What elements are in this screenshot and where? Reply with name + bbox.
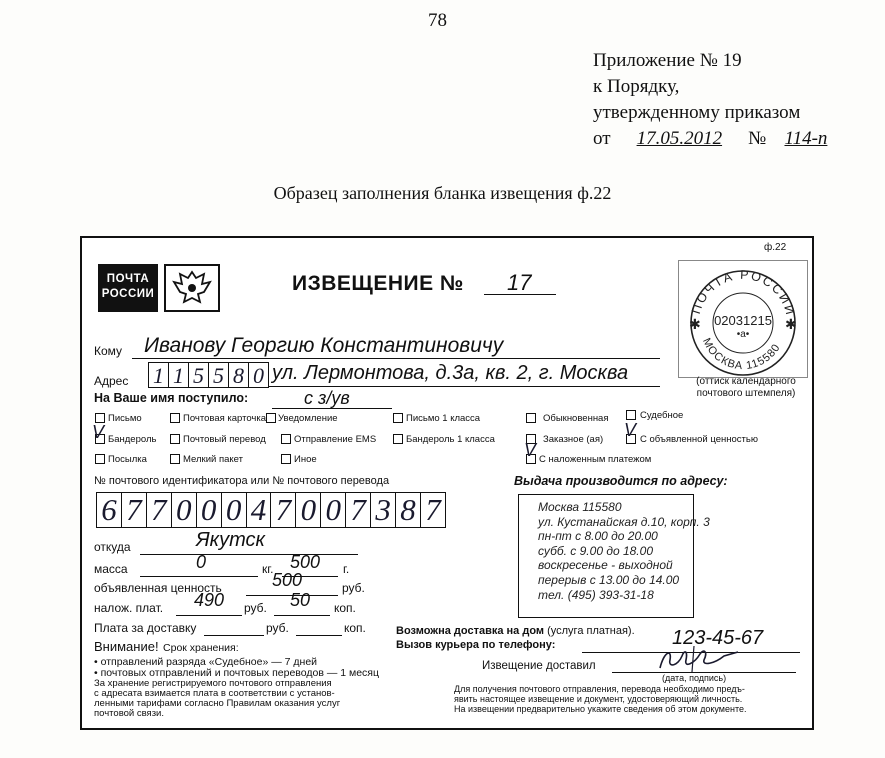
type-letter: Письмо: [108, 413, 142, 424]
type-postcard: Почтовая карточка: [183, 413, 267, 424]
track-label: № почтового идентификатора или № почтового перевода: [94, 475, 390, 487]
checkbox-ems[interactable]: [281, 434, 291, 444]
appendix-line-3: утвержденному приказом: [593, 102, 801, 123]
attention-block: [94, 638, 239, 656]
type-letter-1class: Письмо 1 класса: [406, 413, 481, 424]
type-ems: Отправление EMS: [294, 434, 377, 445]
postcode-digit: 0: [253, 363, 264, 388]
storage-fee-3: ленными тарифами согласно Правилам оказания услуг: [94, 698, 341, 709]
issue-address-line: ул. Кустанайская д.10, корп. 3: [538, 514, 710, 529]
track-digit: 6: [97, 493, 122, 527]
type-package: Посылка: [108, 454, 147, 465]
checkbox-letter-1class[interactable]: [393, 413, 403, 423]
type-parcel-1class: Бандероль 1 класса: [406, 434, 495, 445]
number-label: №: [748, 128, 767, 149]
from-value[interactable]: Якутск: [196, 529, 265, 551]
cod-rub[interactable]: 490: [194, 590, 225, 610]
appendix-line-4: [593, 126, 841, 152]
checkbox-postcard[interactable]: [170, 413, 180, 423]
issue-address-line: пн-пт с 8.00 до 20.00: [538, 529, 658, 544]
delivered-label: Извещение доставил: [482, 660, 596, 672]
stamp-date: 02031215: [714, 313, 772, 328]
cod-kop[interactable]: 50: [290, 590, 311, 610]
received-value[interactable]: с з/ув: [304, 388, 350, 408]
logo-line-1: ПОЧТА: [106, 273, 150, 285]
kg-label: кг.: [262, 562, 274, 576]
storage-bullet-1: • отправлений разряда «Судебное» — 7 дней: [94, 656, 318, 668]
checkbox-ordinary[interactable]: [526, 413, 536, 423]
mass-kg[interactable]: 0: [196, 552, 207, 572]
track-digit: 0: [321, 493, 346, 527]
checkbox-transfer[interactable]: [170, 434, 180, 444]
order-number: 114-п: [784, 128, 828, 149]
track-digit: 8: [396, 493, 421, 527]
home-delivery: [396, 625, 635, 637]
type-ordinary: Обыкновенная: [543, 413, 609, 424]
storage-fee-1: За хранение регистрируемого почтового отправления: [94, 678, 332, 689]
type-notice: Уведомление: [278, 413, 338, 424]
declared-value[interactable]: 500: [272, 570, 303, 590]
track-digit: 4: [247, 493, 272, 527]
track-digit: 7: [346, 493, 371, 527]
issue-address-line: тел. (495) 393-31-18: [538, 587, 654, 602]
cod-rub-line: [176, 615, 242, 616]
page-number: 78: [428, 10, 447, 31]
checkbox-notice[interactable]: [266, 413, 276, 423]
issue-address-line: Москва 115580: [538, 500, 622, 514]
checkbox-parcel-1class[interactable]: [393, 434, 403, 444]
cod-kop-label: коп.: [334, 601, 356, 615]
declared-check-mark: V: [624, 420, 637, 440]
stamp-area: [678, 260, 808, 378]
track-digit: 7: [271, 493, 296, 527]
address-line: [268, 386, 660, 387]
address-label: Адрес: [94, 374, 129, 388]
issue-address-line: субб. с 9.00 до 18.00: [538, 543, 653, 558]
delivery-kop-label: коп.: [344, 621, 366, 635]
declared-rub-label: руб.: [342, 581, 365, 595]
type-small-packet: Мелкий пакет: [183, 454, 243, 465]
courier-phone[interactable]: 123-45-67: [672, 627, 764, 649]
type-declared-value: С объявленной ценностью: [640, 434, 758, 445]
stamp-bottom-text: МОСКВА 115580: [700, 336, 783, 373]
logo-line-2: РОССИИ: [101, 288, 155, 300]
issue-address-line: перерыв с 13.00 до 14.00: [538, 572, 680, 587]
mass-kg-line: [140, 576, 258, 577]
attention-label: Внимание!: [94, 639, 159, 654]
postcode-digit: 5: [209, 363, 229, 387]
mass-g[interactable]: 500: [290, 552, 321, 572]
type-transfer: Почтовый перевод: [183, 434, 266, 445]
appendix-line-2: к Порядку,: [593, 76, 680, 97]
type-other: Иное: [294, 454, 317, 465]
from-label: откуда: [94, 540, 131, 554]
track-digit: 7: [425, 492, 441, 527]
storage-fee-4: почтовой связи.: [94, 708, 165, 719]
footer-note-1: Для получения почтового отправления, перевода необходимо предъ-: [454, 684, 745, 694]
type-registered: Заказное (ая): [543, 434, 604, 445]
postmark-stamp: [679, 261, 807, 377]
type-cod: С наложенным платежом: [539, 454, 652, 465]
checkbox-package[interactable]: [95, 454, 105, 464]
form-title: ИЗВЕЩЕНИЕ №: [292, 272, 464, 295]
mass-label: масса: [94, 562, 128, 576]
delivery-kop-line: [296, 635, 342, 636]
from-label: от: [593, 128, 611, 149]
delivery-rub-line: [204, 635, 264, 636]
address-value[interactable]: ул. Лермонтова, д.3а, кв. 2, г. Москва: [272, 362, 629, 384]
track-digit: 0: [172, 493, 197, 527]
to-value[interactable]: Иванову Георгию Константиновичу: [144, 334, 504, 357]
footer-note-2: явить настоящее извещение и документ, удостоверяющий личность.: [454, 694, 743, 704]
parcel-check-mark: V: [92, 422, 105, 442]
track-digit: 0: [222, 493, 247, 527]
footer-note-3: На извещении предварительно укажите сведения об этом документе.: [454, 704, 747, 714]
type-judicial: Судебное: [640, 410, 684, 421]
cod-check-mark: V: [524, 440, 537, 460]
checkbox-other[interactable]: [281, 454, 291, 464]
stamp-caption: [682, 376, 810, 400]
star-icon: ✱: [689, 316, 701, 332]
appendix-header: [593, 48, 841, 152]
cod-rub-label: руб.: [244, 601, 267, 615]
track-digit: 0: [197, 493, 222, 527]
cod-label: налож. плат.: [94, 601, 164, 615]
tracking-number-boxes[interactable]: [96, 492, 446, 528]
track-digit: 0: [296, 493, 321, 527]
postcode-digit: 8: [229, 363, 249, 387]
storage-fee-2: с адресата взимается плата в соответствии с установ-: [94, 688, 335, 699]
cod-kop-line: [274, 615, 330, 616]
g-label: г.: [343, 562, 350, 576]
eagle-emblem-icon: [164, 264, 220, 312]
received-label: На Ваше имя поступило:: [94, 391, 249, 405]
stamp-letter: •а•: [736, 329, 750, 340]
signature-icon: [654, 642, 744, 674]
issue-title: Выдача производится по адресу:: [514, 474, 728, 488]
star-icon: ✱: [785, 316, 797, 332]
form-code: ф.22: [764, 242, 787, 253]
home-delivery-bold: Возможна доставка на дом: [396, 625, 545, 637]
order-date: 17.05.2012: [636, 128, 723, 149]
appendix-line-1: Приложение № 19: [593, 50, 742, 71]
stamp-top-text: ПОЧТА РОССИИ: [688, 267, 798, 318]
stamp-caption-2: почтового штемпеля): [696, 388, 796, 399]
stamp-caption-1: (оттиск календарного: [696, 376, 796, 387]
checkbox-small-packet[interactable]: [170, 454, 180, 464]
postcode-digit: 1: [169, 363, 189, 387]
declared-label: объявленная ценность: [94, 581, 222, 595]
checkbox-judicial[interactable]: [626, 410, 636, 420]
storage-bullet-2: • почтовых отправлений и почтовых переводов — 1 месяц: [94, 667, 380, 679]
postcode-boxes[interactable]: [148, 362, 269, 388]
track-digit: 7: [147, 493, 172, 527]
notice-number: 17: [507, 270, 532, 295]
to-label: Кому: [94, 344, 123, 358]
postcode-digit: 5: [189, 363, 209, 387]
type-parcel: Бандероль: [108, 434, 157, 445]
notice-form: [80, 236, 814, 730]
issue-address: [538, 500, 710, 602]
sample-title: Образец заполнения бланка извещения ф.22: [273, 183, 612, 203]
issue-address-line: воскресенье - выходной: [538, 558, 673, 573]
storage-label: Срок хранения:: [163, 642, 239, 654]
date-sign-label: (дата, подпись): [662, 673, 727, 683]
russian-post-logo: [98, 264, 158, 312]
track-digit: 7: [122, 493, 147, 527]
track-digit: 3: [371, 493, 396, 527]
delivery-fee-label: Плата за доставку: [94, 621, 197, 635]
from-line: [140, 554, 358, 555]
to-line: [132, 358, 660, 359]
delivery-rub-label: руб.: [266, 621, 289, 635]
home-delivery-rest: (услуга платная).: [544, 625, 635, 637]
postcode-digit: 1: [149, 363, 169, 387]
courier-label: Вызов курьера по телефону:: [396, 639, 556, 651]
